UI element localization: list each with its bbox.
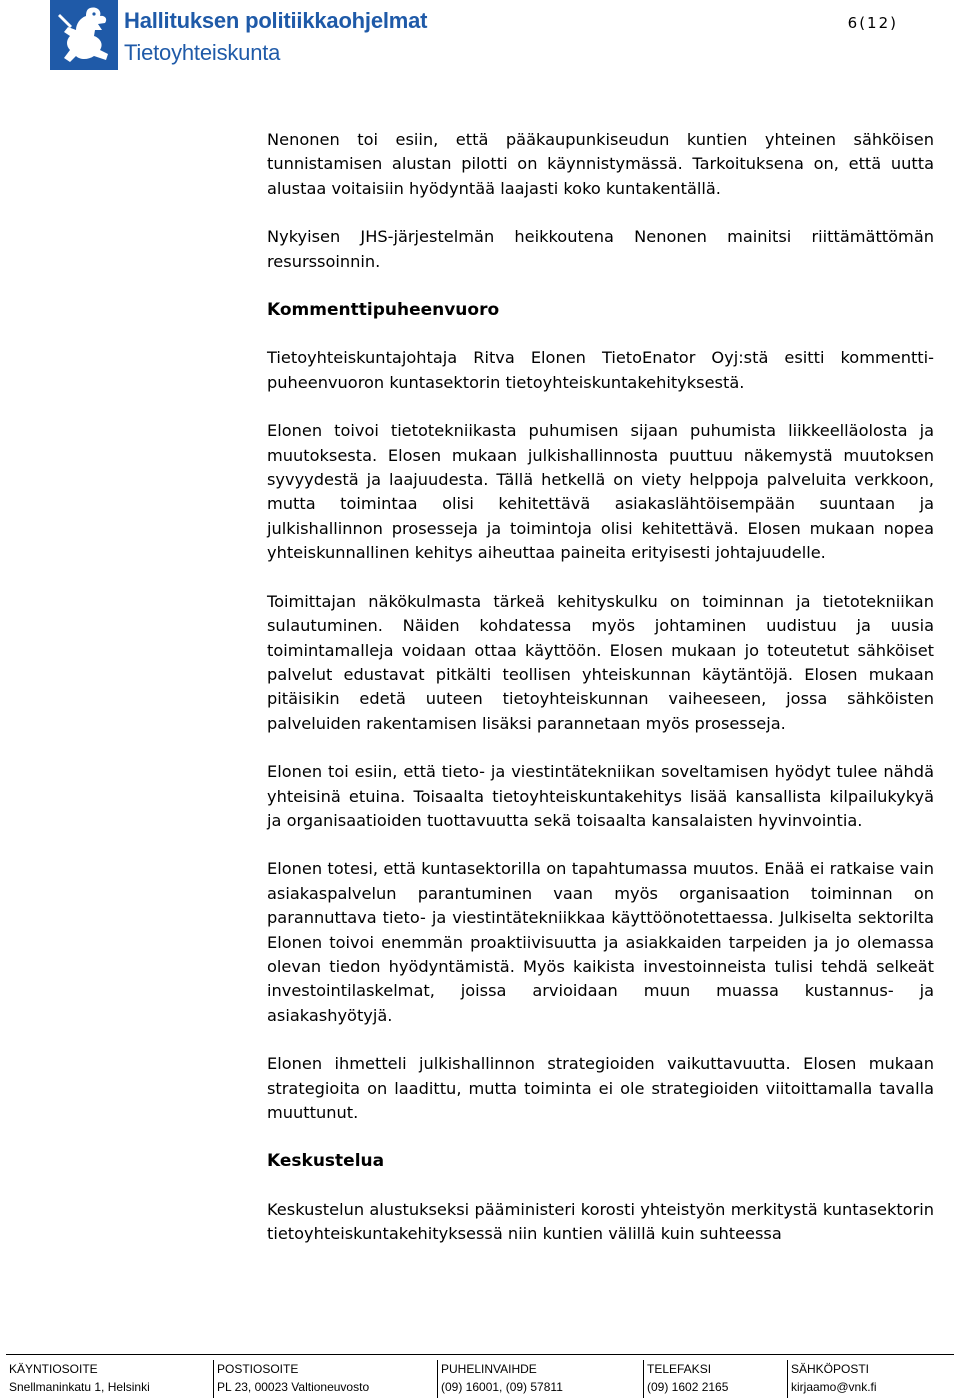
footer-value: Snellmaninkatu 1, Helsinki xyxy=(9,1380,150,1394)
footer-label: POSTIOSOITE xyxy=(217,1362,299,1376)
footer-rule xyxy=(6,1354,954,1355)
body-paragraph: Elonen ihmetteli julkishallinnon strategioiden vaikuttavuutta. Elosen mukaan strategioita on laadittu, mutta toiminta ei ole strategioiden viitoittamalla tavalla muuttunut. xyxy=(267,1054,934,1122)
body-paragraph: Nykyisen JHS-järjestelmän heikkoutena Nenonen mainitsi riittämättömän resurssoinnin. xyxy=(267,227,934,271)
footer-email xyxy=(787,1360,951,1398)
footer-label: PUHELINVAIHDE xyxy=(441,1362,537,1376)
footer-label: TELEFAKSI xyxy=(647,1362,712,1376)
footer-value: (09) 1602 2165 xyxy=(647,1380,729,1394)
body-paragraph: Nenonen toi esiin, että pääkaupunkiseudun kuntien yhteinen sähköisen tunnistamisen alustan pilotti on käynnistymässä. Tarkoituksena on, että uutta alustaa voitaisiin hyödyntää laajasti koko kuntakentällä. xyxy=(267,130,934,198)
logo-subtitle: Tietoyhteiskunta xyxy=(124,40,281,65)
body-paragraph: Elonen totesi, että kuntasektorilla on tapahtumassa muutos. Enää ei ratkaise vain asiakaspalvelun parantuminen vaan myös organisaation toiminnan on parannuttava tieto- ja viestintätekniikkaa käyttöönotettaessa. Julkiselta sektorilta Elonen toivoi enemmän proaktiivisuutta ja asiakkaiden tarpeiden ja jo olemassa olevan tiedon hyödyntämistä. Myös kaikista investoinneista tulisi tehdä selkeät investointilaskelmat, joissa arvioidaan muun muassa kustannus- ja asiakashyötyjä. xyxy=(267,859,934,1025)
page-number: 6(12) xyxy=(847,14,898,32)
footer-postal-address xyxy=(213,1360,432,1398)
footer-value: (09) 16001, (09) 57811 xyxy=(441,1380,563,1394)
logo-title: Hallituksen politiikkaohjelmat xyxy=(124,8,428,33)
footer-label: SÄHKÖPOSTI xyxy=(791,1362,870,1376)
footer-label: KÄYNTIOSOITE xyxy=(9,1362,98,1376)
body-paragraph: Toimittajan näkökulmasta tärkeä kehityskulku on toiminnan ja tietotekniikan sulautuminen. Näiden kohdatessa myös johtaminen uudistuu ja uusia toimintamalleja voidaan ottaa käyttöön. Elosen mukaan jo toteutetut sähköiset palvelut edustavat pitkälti teollisen yhteiskunnan käytäntöjä. Elosen mukaan pitäisikin edetä uuteen tietoyhteiskunnan vaiheeseen, jossa sähköisten palveluiden rakentamisen lisäksi parannetaan myös prosesseja. xyxy=(267,591,934,733)
body-paragraph: Keskustelun alustukseksi pääministeri korosti yhteistyön merkitystä kuntasektorin tietoyhteiskuntakehityksessä niin kuntien välillä kuin suhteessa xyxy=(267,1199,934,1244)
document-body xyxy=(267,128,934,1271)
header-logo xyxy=(50,0,428,72)
body-paragraph: Elonen toi esiin, että tieto- ja viestintätekniikan soveltamisen hyödyt tulee nähdä yhteisinä etuina. Toisaalta tietoyhteiskuntakehitys lisää kansallista kilpailukykyä ja organisaatioiden tuottavuutta sekä toisaalta kansalaisten hyvinvointia. xyxy=(267,762,934,830)
footer-visiting-address xyxy=(6,1360,205,1398)
section-heading: Kommenttipuheenvuoro xyxy=(267,300,500,321)
body-paragraph: Elonen toivoi tietotekniikasta puhumisen sijaan puhumista liikkeelläolosta ja muutoksesta. Elosen mukaan julkishallinnosta puuttuu näkemystä muutoksen syvyydestä ja laajuudesta. Tällä hetkellä on viety helppoja palveluita verkkoon, mutta toimintaa olisi kehitettävä asiakaslähtöisempään suuntaan ja julkishallinnon prosesseja ja toimintoja olisi kehitettävä. Elosen mukaan nopea yhteiskunnallinen kehitys aiheuttaa paineita erityisesti johtajuudelle. xyxy=(267,421,934,563)
body-paragraph: Tietoyhteiskuntajohtaja Ritva Elonen TietoEnator Oyj:stä esitti kommenttipuheenvuoron kuntasektorin tietoyhteiskuntakehityksestä. xyxy=(267,348,934,392)
footer-switchboard xyxy=(437,1360,631,1398)
footer xyxy=(0,1354,960,1398)
footer-value: kirjaamo@vnk.fi xyxy=(791,1380,877,1394)
footer-fax xyxy=(643,1360,777,1398)
section-heading: Keskustelua xyxy=(267,1151,385,1172)
footer-value: PL 23, 00023 Valtioneuvosto xyxy=(217,1380,370,1394)
government-emblem-icon xyxy=(50,0,118,70)
